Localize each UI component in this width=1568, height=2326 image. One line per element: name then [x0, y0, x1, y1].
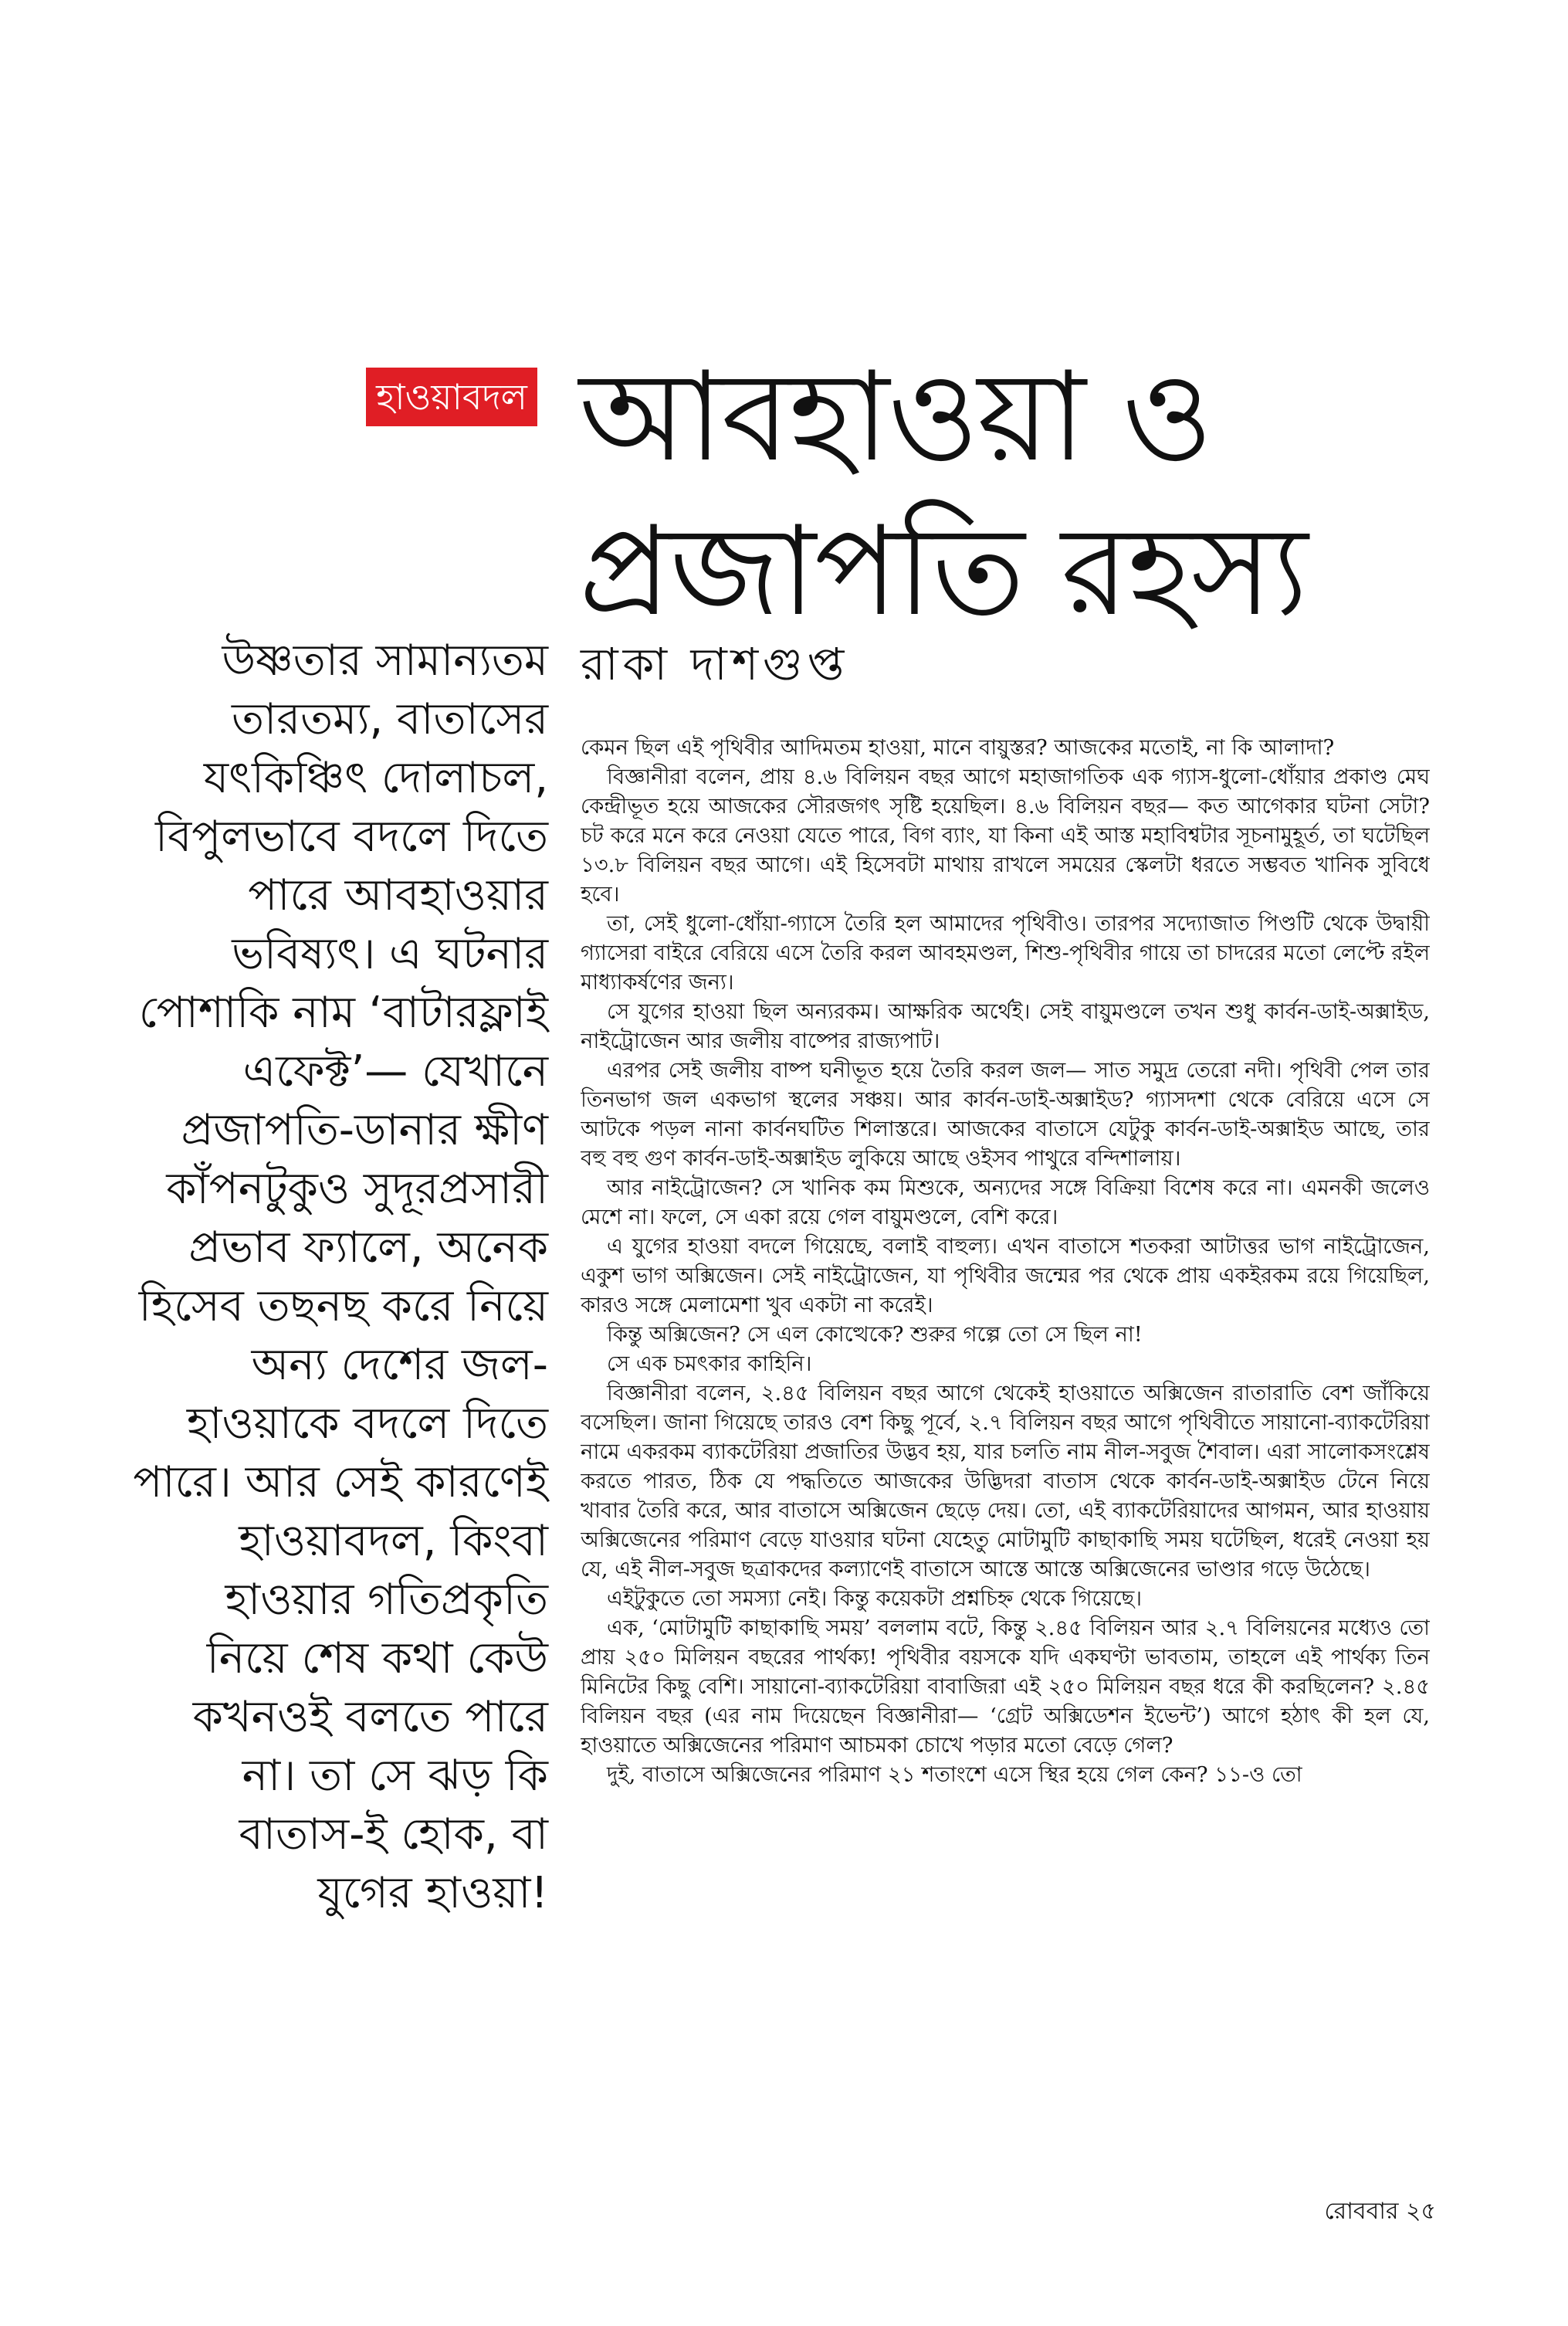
headline-line-2: প্রজাপতি রহস্য	[579, 499, 1307, 643]
body-paragraph: তা, সেই ধুলো-ধোঁয়া-গ্যাসে তৈরি হল আমাদের পৃথিবীও। তারপর সদ্যোজাত পিণ্ডটি থেকে উদ্বায়ী গ্যাসেরা বাইরে বেরিয়ে এসে তৈরি করল আবহমণ্ডল, শিশু-পৃথিবীর গায়ে তা চাদরের মতো লেপ্টে রইল মাধ্যাকর্ষণের জন্য।	[581, 912, 1430, 995]
body-paragraph: বিজ্ঞানীরা বলেন, প্রায় ৪.৬ বিলিয়ন বছর আগে মহাজাগতিক এক গ্যাস-ধুলো-ধোঁয়ার প্রকাণ্ড মেঘ কেন্দ্রীভূত হয়ে আজকের সৌরজগৎ সৃষ্টি হয়েছিল। ৪.৬ বিলিয়ন বছর— কত আগেকার ঘটনা সেটা? চট করে মনে করে নেওয়া যেতে পারে, বিগ ব্যাং, যা কিনা এই আস্ত মহাবিশ্বটার সূচনামুহূর্ত, তা ঘটেছিল ১৩.৮ বিলিয়ন বছর আগে। এই হিসেবটা মাথায় রাখলে সময়ের স্কেলটা ধরতে সম্ভবত খানিক সুবিধে হবে।	[581, 765, 1430, 907]
body-paragraph: বিজ্ঞানীরা বলেন, ২.৪৫ বিলিয়ন বছর আগে থেকেই হাওয়াতে অক্সিজেন রাতারাতি বেশ জাঁকিয়ে বসেছিল। জানা গিয়েছে তারও বেশ কিছু পূর্বে, ২.৭ বিলিয়ন বছর আগে পৃথিবীতে সায়ানো-ব্যাকটেরিয়া নামে একরকম ব্যাকটেরিয়া প্রজাতির উদ্ভব হয়, যার চলতি নাম নীল-সবুজ শৈবাল। এরা সালোকসংশ্লেষ করতে পারত, ঠিক যে পদ্ধতিতে আজকের উদ্ভিদরা বাতাস থেকে কার্বন-ডাই-অক্সাইড টেনে নিয়ে খাবার তৈরি করে, আর বাতাসে অক্সিজেন ছেড়ে দেয়। তো, এই ব্যাকটেরিয়াদের আগমন, আর হাওয়ায় অক্সিজেনের পরিমাণ বেড়ে যাওয়ার ঘটনা যেহেতু মোটামুটি কাছাকাছি সময় ঘটেছিল, ধরেই নেওয়া হয় যে, এই নীল-সবুজ ছত্রাকদের কল্যাণেই বাতাসে আস্তে আস্তে অক্সিজেনের ভাণ্ডার গড়ে উঠেছে।	[581, 1382, 1430, 1582]
body-paragraph: এক, ‘মোটামুটি কাছাকাছি সময়’ বললাম বটে, কিন্তু ২.৪৫ বিলিয়ন আর ২.৭ বিলিয়নের মধ্যেও তো প্রায় ২৫০ মিলিয়ন বছরের পার্থক্য! পৃথিবীর বয়সকে যদি একঘণ্টা ভাবতাম, তাহলে এই পার্থক্য তিন মিনিটের কিছু বেশি। সায়ানো-ব্যাকটেরিয়া বাবাজিরা এই ২৫০ মিলিয়ন বছর ধরে কী করছিলেন? ২.৪৫ বিলিয়ন বছর (এর নাম দিয়েছেন বিজ্ঞানীরা— ‘গ্রেট অক্সিডেশন ইভেন্ট’) আগে হঠাৎ কী হল যে, হাওয়াতে অক্সিজেনের পরিমাণ আচমকা চোখে পড়ার মতো বেড়ে গেল?	[581, 1616, 1430, 1758]
body-paragraph: কেমন ছিল এই পৃথিবীর আদিমতম হাওয়া, মানে বায়ুস্তর? আজকের মতোই, না কি আলাদা?	[581, 736, 1335, 760]
headline-line-1: আবহাওয়া ও	[579, 344, 1212, 489]
body-paragraph: কিন্তু অক্সিজেন? সে এল কোত্থেকে? শুরুর গল্পে তো সে ছিল না!	[607, 1323, 1143, 1347]
body-paragraph: সে এক চমৎকার কাহিনি।	[607, 1352, 812, 1376]
body-paragraph: এরপর সেই জলীয় বাষ্প ঘনীভূত হয়ে তৈরি করল জল— সাত সমুদ্র তেরো নদী। পৃথিবী পেল তার তিনভাগ জল একভাগ স্থলের সঞ্চয়। আর কার্বন-ডাই-অক্সাইড? গ্যাসদশা থেকে বেরিয়ে এসে সে আটকে পড়ল নানা কার্বনঘটিত শিলাস্তরে। আজকের বাতাসে যেটুকু কার্বন-ডাই-অক্সাইড আছে, তার বহু বহু গুণ কার্বন-ডাই-অক্সাইড লুকিয়ে আছে ওইসব পাথুরে বন্দিশালায়।	[581, 1059, 1430, 1171]
section-tag: হাওয়াবদল	[366, 368, 537, 426]
headline	[579, 340, 1529, 649]
body-paragraph: দুই, বাতাসে অক্সিজেনের পরিমাণ ২১ শতাংশে এসে স্থির হয়ে গেল কেন? ১১-ও তো	[607, 1763, 1302, 1787]
body-paragraph: সে যুগের হাওয়া ছিল অন্যরকম। আক্ষরিক অর্থেই। সেই বায়ুমণ্ডলে তখন শুধু কার্বন-ডাই-অক্সাইড, নাইট্রোজেন আর জলীয় বাষ্পের রাজ্যপাট।	[581, 1000, 1430, 1053]
body-paragraph: এ যুগের হাওয়া বদলে গিয়েছে, বলাই বাহুল্য। এখন বাতাসে শতকরা আটাত্তর ভাগ নাইট্রোজেন, একুশ ভাগ অক্সিজেন। সেই নাইট্রোজেন, যা পৃথিবীর জন্মের পর থেকে প্রায় একইরকম রয়ে গিয়েছিল, কারও সঙ্গে মেলামেশা খুব একটা না করেই।	[581, 1235, 1430, 1317]
article-body	[581, 734, 1430, 2185]
body-paragraph: আর নাইট্রোজেন? সে খানিক কম মিশুকে, অন্যদের সঙ্গে বিক্রিয়া বিশেষ করে না। এমনকী জলেও মেশে না। ফলে, সে একা রয়ে গেল বায়ুমণ্ডলে, বেশি করে।	[581, 1176, 1430, 1229]
page-folio: রোববার ২৫	[1324, 2198, 1436, 2225]
body-paragraph: এইটুকুতে তো সমস্যা নেই। কিন্তু কয়েকটা প্রশ্নচিহ্ন থেকে গিয়েছে।	[607, 1587, 1143, 1611]
pull-quote: উষ্ণতার সামান্যতম তারতম্য, বাতাসের যৎকিঞ্চিৎ দোলাচল, বিপুলভাবে বদলে দিতে পারে আবহাওয়ার ভবিষ্যৎ। এ ঘটনার পোশাকি নাম ‘বাটারফ্লাই এফেক্ট’— যেখানে প্রজাপতি-ডানার ক্ষীণ কাঁপনটুকুও সুদূরপ্রসারী প্রভাব ফ্যালে, অনেক হিসেব তছনছ করে নিয়ে অন্য দেশের জল-হাওয়াকে বদলে দিতে পারে। আর সেই কারণেই হাওয়াবদল, কিংবা হাওয়ার গতিপ্রকৃতি নিয়ে শেষ কথা কেউ কখনওই বলতে পারে না। তা সে ঝড় কি বাতাস-ই হোক, বা যুগের হাওয়া!	[133, 636, 548, 1918]
byline: রাকা দাশগুপ্ত	[581, 638, 849, 690]
